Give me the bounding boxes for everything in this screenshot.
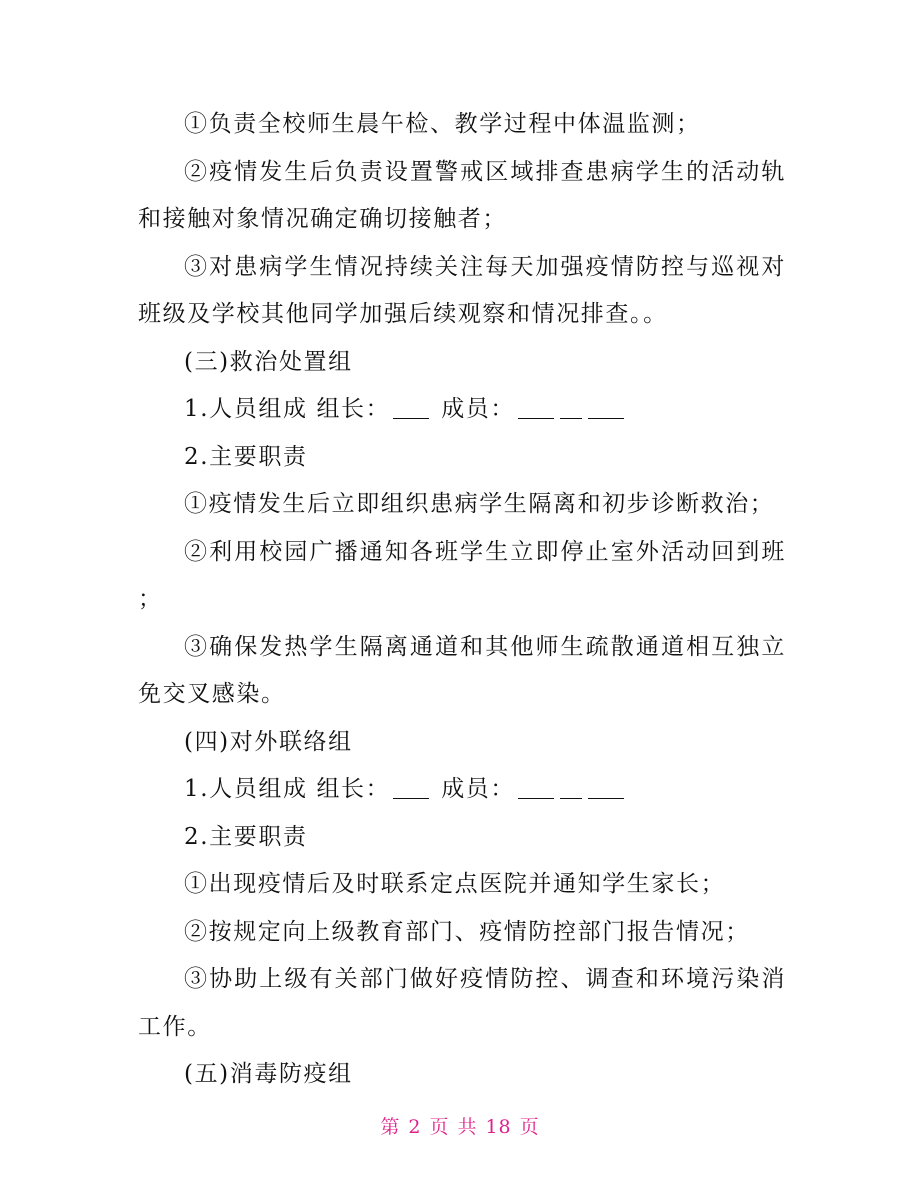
member-blank [518, 776, 554, 799]
staff-composition-line [138, 766, 786, 814]
text-line: ③确保发热学生隔离通道和其他师生疏散通道相互独立 [184, 633, 786, 660]
leader-label: 1.人员组成 组长： [184, 776, 391, 802]
member-blank [518, 396, 554, 419]
text-line: 工作。 [138, 1013, 212, 1040]
text-line: 2.主要职责 [184, 443, 308, 470]
member-blank [560, 396, 582, 419]
member-blank [588, 776, 624, 799]
footer-page-label: 页 [429, 1116, 450, 1138]
leader-blank [393, 776, 429, 799]
total-pages-number: 18 [485, 1116, 512, 1138]
text-line: ①疫情发生后立即组织患病学生隔离和初步诊断救治； [184, 491, 775, 517]
member-blank [588, 396, 624, 419]
text-line: 班级及学校其他同学加强后续观察和情况排查。。 [138, 301, 668, 327]
text-line: ②疫情发生后负责设置警戒区域排查患病学生的活动轨 [184, 158, 786, 185]
text-line: 和接触对象情况确定确切接触者； [138, 206, 507, 232]
footer-suffix: 页 [519, 1116, 540, 1138]
text-line: ①出现疫情后及时联系定点医院并通知学生家长； [184, 871, 726, 897]
members-label: 成员： [441, 776, 515, 802]
current-page-number: 2 [408, 1116, 422, 1138]
text-line: ②利用校园广播通知各班学生立即停止室外活动回到班 [184, 538, 786, 565]
document-body [138, 101, 786, 1099]
member-blank [560, 776, 582, 799]
page-footer [0, 1112, 920, 1139]
staff-composition-line [138, 386, 786, 434]
text-line: 2.主要职责 [184, 823, 308, 850]
section-heading: (四)对外联络组 [184, 728, 353, 755]
leader-blank [393, 396, 429, 419]
text-line: ； [138, 586, 163, 612]
section-heading: (五)消毒防疫组 [184, 1061, 353, 1087]
leader-label: 1.人员组成 组长： [184, 396, 391, 422]
members-label: 成员： [441, 396, 515, 422]
footer-total-prefix: 共 [457, 1116, 478, 1138]
text-line: ③对患病学生情况持续关注每天加强疫情防控与巡视对 [184, 253, 786, 280]
text-line: ①负责全校师生晨午检、教学过程中体温监测； [184, 111, 701, 137]
footer-prefix: 第 [380, 1116, 401, 1138]
text-line: ②按规定向上级教育部门、疫情防控部门报告情况； [184, 918, 750, 945]
text-line: ③协助上级有关部门做好疫情防控、调查和环境污染消 [184, 966, 786, 992]
section-heading: (三)救治处置组 [184, 348, 353, 375]
text-line: 免交叉感染。 [138, 681, 286, 707]
